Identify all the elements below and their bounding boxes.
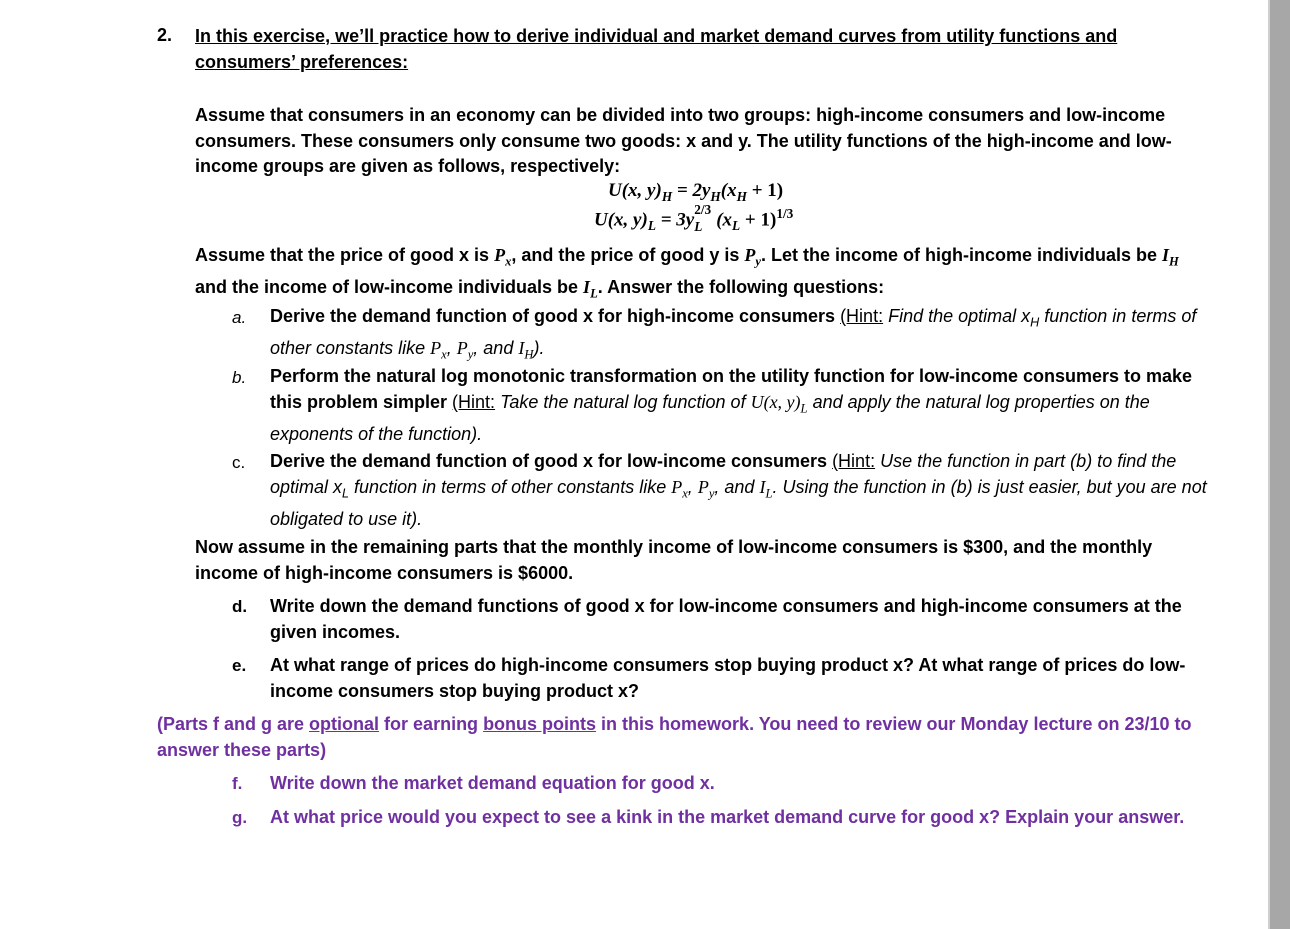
- item-f-text: Write down the market demand equation for good x.: [270, 773, 715, 793]
- question-heading: In this exercise, we’ll practice how to derive individual and market demand curves from utility functions and consumers’ preferences:: [195, 26, 1118, 72]
- item-g-text: At what price would you expect to see a kink in the market demand curve for good x? Explain your answer.: [270, 807, 1185, 827]
- intro-paragraph: Assume that consumers in an economy can be divided into two groups: high-income consumers and low-income consumers. These consumers only consume two goods: x and y. The utility functions of the high-income and low-income groups are given as follows, respectively:: [195, 105, 1172, 176]
- utility-equation-high: U(x, $y)_H = 2y_H(x_H + 1)$: [608, 180, 784, 204]
- item-f-letter: f.: [232, 774, 243, 793]
- item-e-text: At what range of prices do high-income consumers stop buying product x? At what range of prices do low-income consumers stop buying product x?: [270, 655, 1186, 701]
- item-a-letter: a.: [232, 308, 247, 327]
- item-a-text: Derive the demand function of good x for high-income consumers (Hint: Find the optimal $x_H$ function in terms of other constants like $P_x$, $P_y$, and $I_H$).: [270, 306, 1197, 362]
- page-edge: [1268, 0, 1290, 929]
- item-d-text: Write down the demand functions of good x for low-income consumers and high-income consumers at the given incomes.: [270, 596, 1182, 642]
- item-b-letter: b.: [232, 368, 247, 387]
- item-d-letter: d.: [232, 597, 248, 616]
- item-e-letter: e.: [232, 656, 247, 675]
- incomes-paragraph: Now assume in the remaining parts that the monthly income of low-income consumers is $300, and the monthly income of high-income consumers is $6000.: [195, 537, 1153, 583]
- item-c-letter: c.: [232, 453, 246, 472]
- prices-paragraph: Assume that the price of good x is $P_x$, and the price of good y is $P_y$. Let the income of high-income individuals be $I_H$ and the income of low-income individuals be $I_L$. Answer the following questions:: [195, 245, 1179, 301]
- item-c-text: Derive the demand function of good x for low-income consumers (Hint: Use the function in part (b) to find the optimal $x_L$ function in terms of other constants like $P_x$, $P_y$, and $I_L$. Using the function in (b) is just easier, but you are not obligated to use it).: [270, 451, 1207, 529]
- bonus-note: (Parts f and g are optional for earning bonus points in this homework. You need to review our Monday lecture on 23/10 to answer these parts): [157, 714, 1192, 760]
- utility-equation-low: U(x, $y)_L = 3y$ 2/3 L $(x_L + 1)^{1/3}$: [594, 202, 794, 235]
- item-g-letter: g.: [232, 808, 248, 827]
- question-number: 2.: [157, 25, 173, 45]
- item-b-text: Perform the natural log monotonic transformation on the utility function for low-income consumers to make this problem simpler (Hint: Take the natural log function of U(x, $y)_L$ and apply the natural log properties on the exponents of the function).: [270, 366, 1193, 444]
